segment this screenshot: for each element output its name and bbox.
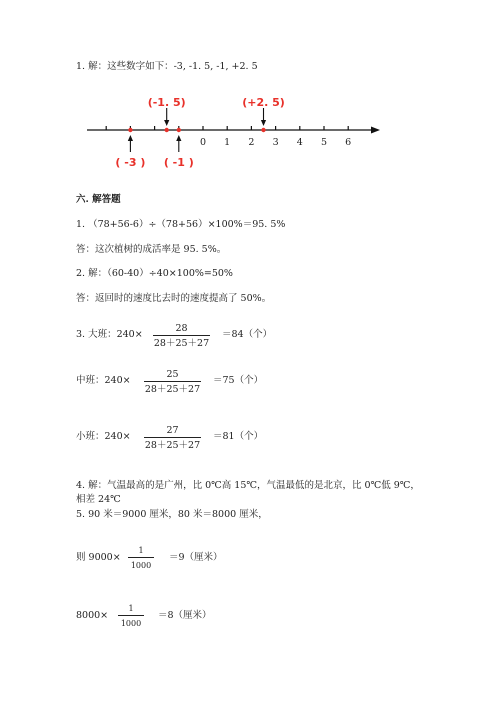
fraction-middle-denominator: 28＋25＋27	[144, 384, 201, 395]
section-title: 六. 解答题	[76, 194, 121, 205]
fraction-scale-2-numerator: 1	[128, 604, 134, 613]
answer-5-result-2: ＝8（厘米）	[158, 610, 212, 621]
answer-2-formula: 2. 解：（60-40）÷40×100%=50%	[76, 268, 233, 279]
answer-2-conclusion: 答：返回时的速度比去时的速度提高了 50%。	[76, 293, 272, 304]
fraction-scale-2-denominator: 1000	[120, 619, 142, 628]
answer-4-line-1: 4. 解：气温最高的是广州，比 0℃高 15℃，气温最低的是北京，比 0℃低 9℃，	[76, 480, 420, 491]
number-line-tick-label: 1	[224, 137, 231, 148]
number-line-tick-label: 0	[199, 137, 207, 148]
number-line-tick-label: 3	[272, 137, 279, 148]
number-line-point	[177, 128, 181, 132]
number-line-tick-label: 2	[248, 137, 255, 148]
fraction-small-denominator: 28＋25＋27	[144, 440, 201, 451]
answer-3-result-small: ＝81（个）	[213, 431, 264, 442]
number-line-point	[261, 128, 265, 132]
number-line-tick-label: 6	[345, 137, 352, 148]
fraction-large-numerator: 28	[175, 323, 188, 334]
answer-4-line-2: 相差 24℃	[76, 494, 121, 505]
answer-5-result-1: ＝9（厘米）	[169, 552, 223, 563]
answer-3-row-middle: 中班：240×	[76, 375, 131, 386]
pointer-arrow-icon	[261, 120, 266, 126]
answer-5-row-2: 8000×	[76, 610, 109, 621]
number-line-point	[128, 128, 132, 132]
answer-3-row-small: 小班：240×	[76, 431, 131, 442]
answer-3-result-middle: ＝75（个）	[213, 375, 264, 386]
fraction-middle-numerator: 25	[166, 369, 179, 380]
answer-3-result-large: ＝84（个）	[222, 329, 273, 340]
fraction-scale-1	[128, 545, 154, 571]
fraction-scale-1-denominator: 1000	[130, 561, 152, 570]
answer-1-formula: 1. （78+56-6）÷（78+56）×100%＝95. 5%	[76, 219, 286, 230]
number-line-tick-label: 5	[320, 137, 328, 148]
answer-1-conclusion: 答：这次植树的成活率是 95. 5%。	[76, 244, 227, 255]
number-line-point	[165, 128, 169, 132]
fraction-scale-1-numerator: 1	[138, 546, 144, 555]
mark-label-below: ( -3 )	[115, 156, 146, 169]
answer-5-line: 5. 90 米＝9000 厘米，80 米＝8000 厘米，	[76, 509, 268, 520]
fraction-small	[144, 425, 201, 451]
fraction-middle	[144, 369, 201, 395]
number-line-tick-label: 4	[296, 137, 303, 148]
fraction-large	[153, 323, 210, 349]
q1-text: 1. 解：这些数字如下：-3, -1. 5, -1, +2. 5	[76, 61, 258, 72]
mark-label-below: ( -1 )	[163, 156, 194, 169]
answer-5-row-1: 则 9000×	[76, 552, 121, 563]
fraction-scale-2	[118, 603, 144, 629]
mark-label-above: (-1. 5)	[147, 96, 186, 109]
fraction-small-numerator: 27	[166, 425, 179, 436]
answer-3-row-large: 3. 大班：240×	[76, 329, 143, 340]
pointer-arrow-icon	[128, 135, 133, 141]
mark-label-above: (+2. 5)	[242, 96, 285, 109]
number-line-arrow-icon	[371, 127, 380, 134]
pointer-arrow-icon	[176, 135, 181, 141]
pointer-arrow-icon	[164, 120, 169, 126]
fraction-large-denominator: 28＋25＋27	[153, 338, 210, 349]
